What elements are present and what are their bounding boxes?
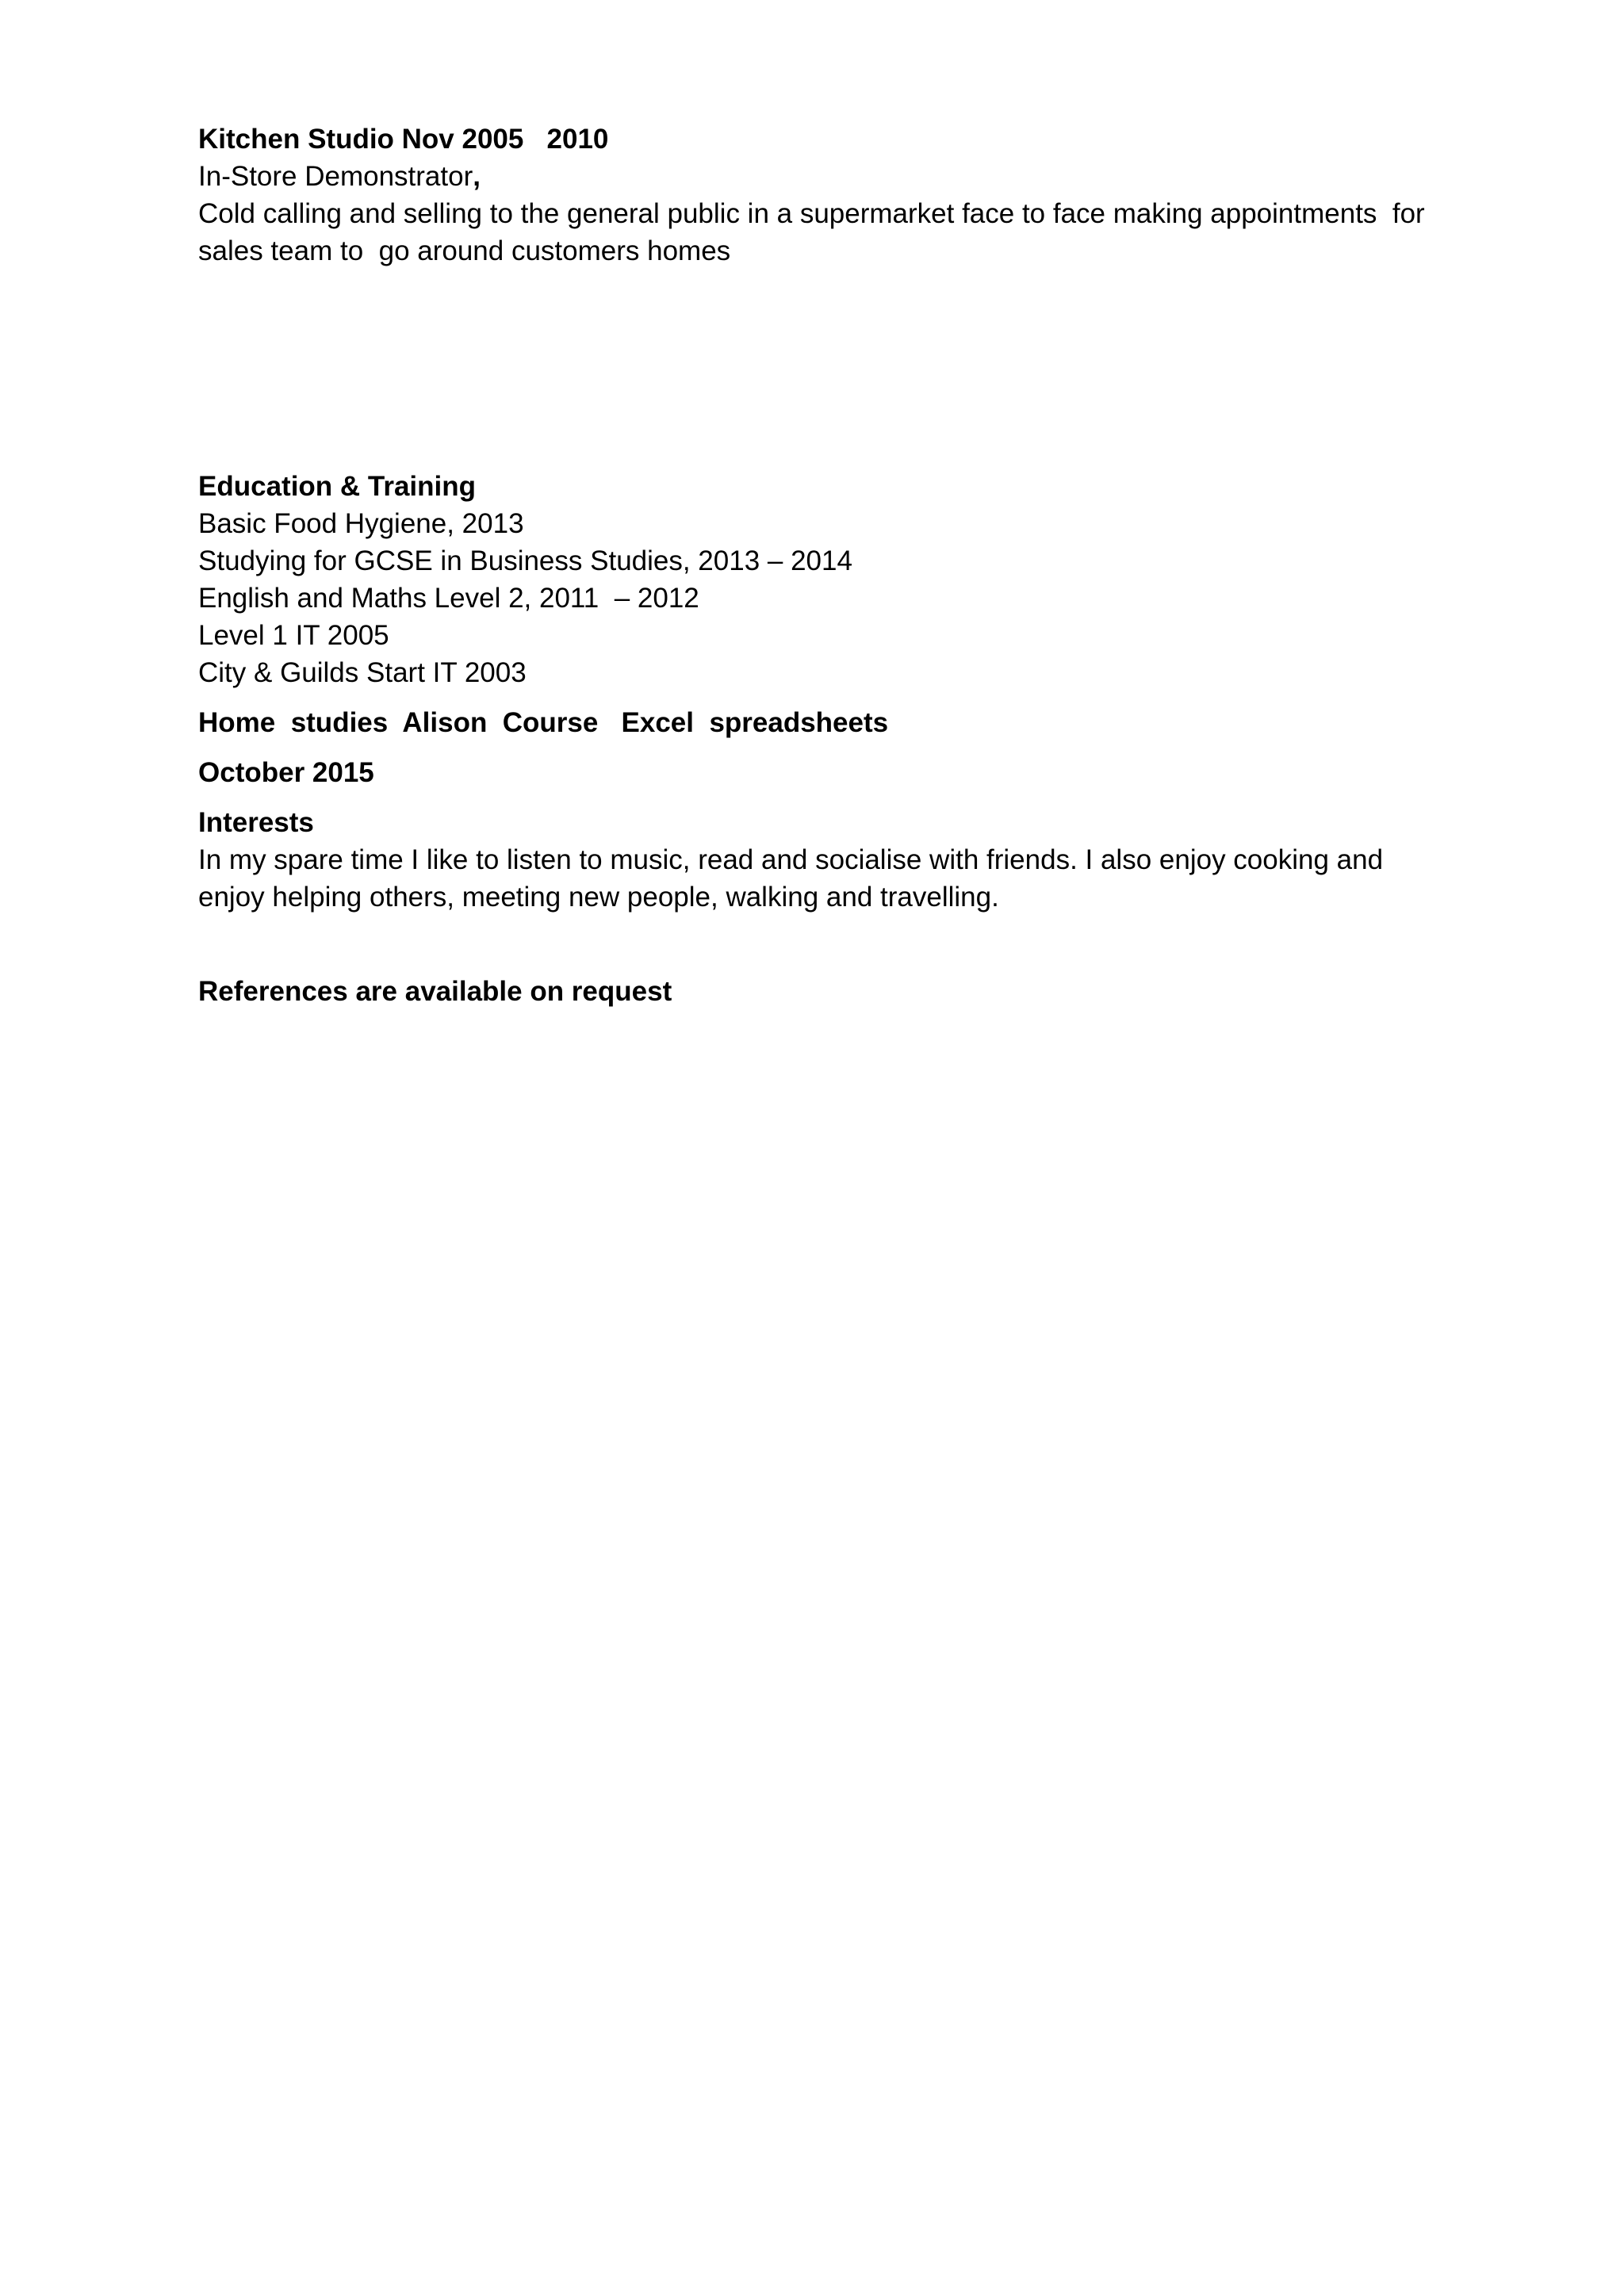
education-section [198,468,1435,691]
interests-text-line-2: enjoy helping others, meeting new people, walking and travelling. [198,882,999,913]
section-spacer [198,270,1435,468]
interests-heading: Interests [198,807,314,838]
job-title-comma: , [473,161,481,192]
education-item: Studying for GCSE in Business Studies, 2013 – 2014 [198,545,852,576]
cv-content [198,121,1435,1010]
education-item: Level 1 IT 2005 [198,620,389,651]
section-spacer [198,916,1435,973]
interests-section [198,804,1435,916]
references-section [198,973,1435,1010]
job-section [198,121,1435,270]
home-studies-heading: Home studies Alison Course Excel spreadsheets [198,707,889,738]
job-description-line-1: Cold calling and selling to the general public in a supermarket face to face making appointments for [198,198,1425,229]
education-heading: Education & Training [198,471,477,502]
interests-text-line-1: In my spare time I like to listen to music, read and socialise with friends. I also enjoy cooking and [198,844,1384,875]
job-description-line-2: sales team to go around customers homes [198,235,731,266]
home-studies-date: October 2015 [198,757,374,788]
education-item: English and Maths Level 2, 2011 – 2012 [198,583,699,614]
education-item: City & Guilds Start IT 2003 [198,657,527,688]
job-heading: Kitchen Studio Nov 2005 2010 [198,124,609,155]
references-text: References are available on request [198,976,672,1007]
education-item: Basic Food Hygiene, 2013 [198,508,524,539]
job-title-line [198,158,1435,195]
job-title: In-Store Demonstrator [198,161,473,192]
home-studies-section [198,704,1435,791]
